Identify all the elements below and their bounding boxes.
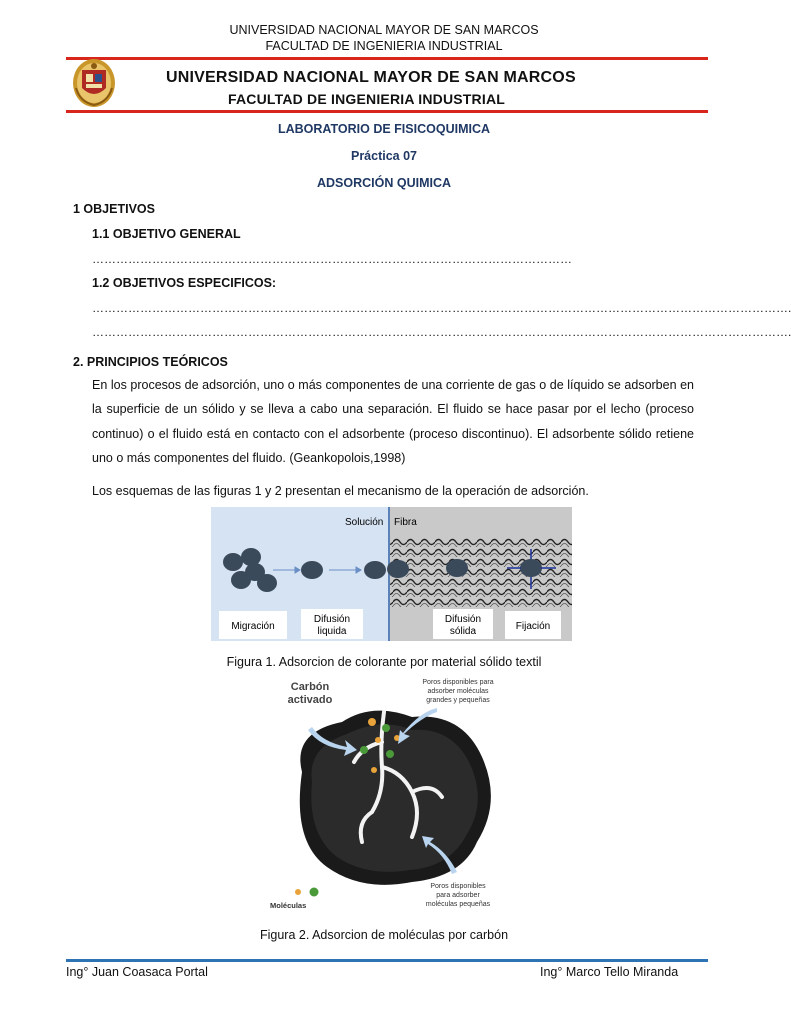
figure1-difusion-solida-label-2: sólida — [449, 626, 477, 637]
figure2-carbon-label-2: activado — [287, 694, 333, 706]
objective-specific-blank-1: …………………………………………………………………………………………………………………………………………………………. — [92, 301, 791, 315]
figure1-migracion-label: Migración — [231, 621, 275, 632]
figure1-difusion-liquida-label-1: Difusión — [313, 614, 351, 625]
footer-rule — [66, 959, 708, 962]
objective-general-blank: ………………………………………………………………………………………………………… — [92, 252, 572, 266]
section1-heading: 1 OBJETIVOS — [73, 202, 155, 216]
figure2-small-molecule-icon — [295, 889, 301, 895]
figure2-molecules-label: Moléculas — [270, 901, 307, 910]
figure1-fijacion-label: Fijación — [515, 621, 551, 632]
figure1-caption: Figura 1. Adsorcion de colorante por material sólido textil — [226, 655, 542, 669]
figure2-large-pores-label-3: grandes y pequeñas — [426, 697, 490, 704]
figure2-large-pores-label-1: Poros disponibles para — [422, 679, 494, 686]
figure2-small-pores-label-1: Poros disponibles — [430, 883, 486, 890]
figure1-diagram — [211, 507, 572, 641]
figure1-difusion-liquida-label-2: liquida — [317, 626, 347, 637]
practice-topic: ADSORCIÓN QUIMICA — [316, 176, 452, 190]
figure1-fibra-label: Fibra — [394, 517, 417, 528]
university-seal-icon — [72, 58, 116, 108]
page-header-university: UNIVERSIDAD NACIONAL MAYOR DE SAN MARCOS — [229, 23, 539, 37]
figure2-small-pores-label-2: para adsorber — [436, 892, 480, 899]
figure2-large-molecule-icon — [310, 888, 319, 897]
theory-paragraph: En los procesos de adsorción, uno o más componentes de una corriente de gas o de líquido se adsorben en la superficie de un sólido y se lleva a cabo una separación. El fluido se hace pasar por el lecho (proceso continuo) o el fluido está en contacto con el adsorbente (proceso discontinuo). El adsorbente sólido retiene uno o más componentes del fluido. (Geankopolois,1998) — [92, 378, 694, 465]
figure2-carbon-label-1: Carbón — [290, 681, 330, 693]
figure1-difusion-solida-label-1: Difusión — [444, 614, 482, 625]
figures-intro-paragraph: Los esquemas de las figuras 1 y 2 presentan el mecanismo de la operación de adsorción. — [92, 484, 589, 498]
figure2-large-pores-label-2: adsorber moléculas — [427, 688, 489, 695]
figure2-caption: Figura 2. Adsorcion de moléculas por carbón — [259, 928, 509, 942]
objective-specific-blank-2: …………………………………………………………………………………………………………………………………………………………. — [92, 325, 791, 339]
letterhead-faculty: FACULTAD DE INGENIERIA INDUSTRIAL — [228, 91, 506, 107]
lab-title: LABORATORIO DE FISICOQUIMICA — [277, 122, 491, 136]
footer-left-author: Ing° Juan Coasaca Portal — [66, 965, 208, 979]
footer-right-author: Ing° Marco Tello Miranda — [540, 965, 679, 979]
letterhead-top-rule — [66, 57, 708, 60]
letterhead-bottom-rule — [66, 110, 708, 113]
section2-heading: 2. PRINCIPIOS TEÓRICOS — [73, 355, 228, 369]
practice-number: Práctica 07 — [350, 149, 418, 163]
objective-general-heading: 1.1 OBJETIVO GENERAL — [92, 227, 241, 241]
figure2-diagram — [262, 672, 512, 917]
page-header-faculty: FACULTAD DE INGENIERIA INDUSTRIAL — [265, 39, 503, 53]
figure1-solucion-label: Solución — [345, 517, 384, 528]
letterhead-university: UNIVERSIDAD NACIONAL MAYOR DE SAN MARCOS — [166, 69, 576, 86]
figure2-small-pores-label-3: moléculas pequeñas — [425, 901, 491, 908]
objective-specific-heading: 1.2 OBJETIVOS ESPECIFICOS: — [92, 276, 277, 290]
